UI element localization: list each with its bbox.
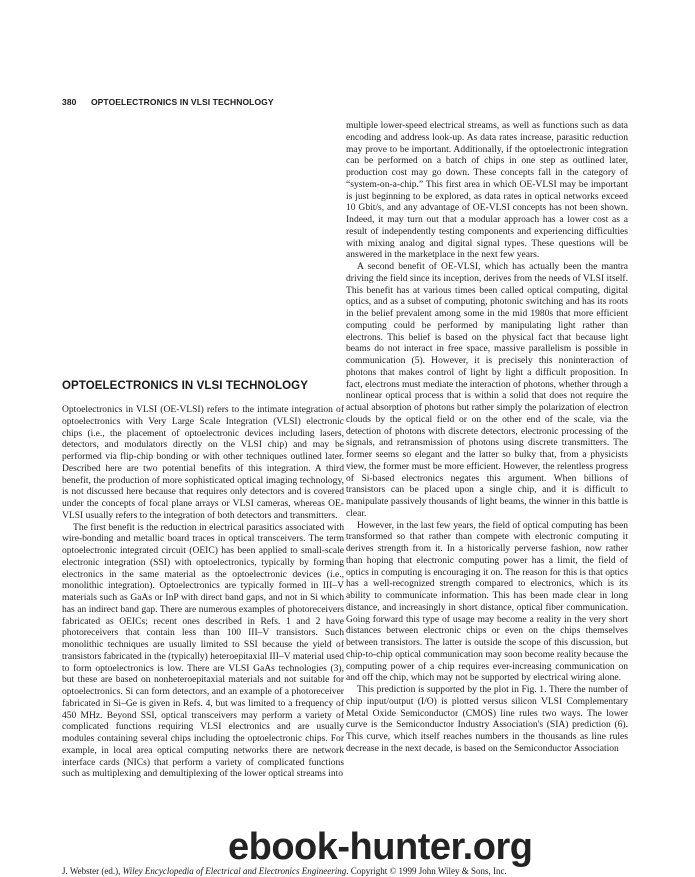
paragraph: However, in the last few years, the field of optical computing has been transformed so that rather than compete with electronic computing it derives strength from it. In a historically perverse fashion, now rather than hoping that electronic computing power has a limit, the field of optics in computing is encouraging it on. The reason for this is that optics has a well-recognized strength compared to electronics, which is its ability to communicate information. This has been made clear in long distance, and increasingly in short distance, optical fiber communication. Going forward this type of usage may become a reality in the very short distances between electronic chips or even on the chips themselves between transistors. The latter is outside the scope of this discussion, but chip-to-chip optical communication may soon become reality because the computing power of a chip requires ever-increasing communication on and off the chip, which may not be supported by electrical wiring alone. — [346, 519, 628, 684]
paragraph: A second benefit of OE-VLSI, which has actually been the mantra driving the field since its inception, derives from the needs of VLSI itself. This benefit has at various times been called optical computing, digital optics, and as a subset of computing, photonic switching and has its roots in the belief prevalent among some in the mid 1980s that more efficient computing could be performed by manipulating light rather than electrons. This belief is based on the physical fact that because light beams do not interact in free space, massive parallelism is possible in communication (5). However, it is precisely this noninteraction of photons that makes control of light by light a difficult proposition. In fact, electrons must mediate the interaction of photons, whether through a nonlinear optical process that is within a solid that does not require the actual absorption of photons but rather simply the polarization of electron clouds by the optical field or on the other end of the scale, via the detection of photons with discrete detectors, electronic processing of the signals, and retransmission of photons using discrete transmitters. The former seems so elegant and the latter so bulky that, from a physicists view, the former must be more efficient. However, the relentless progress of Si-based electronics negates this argument. When billions of transistors can be placed upon a single chip, and it is difficult to manipulate passively thousands of light beams, the winner in this battle is clear. — [346, 261, 628, 519]
left-column — [62, 404, 344, 780]
footer-prefix: J. Webster (ed.), — [62, 866, 123, 876]
page-number: 380 — [62, 97, 77, 107]
paragraph: The first benefit is the reduction in electrical parasitics associated with wire-bonding and metallic board traces in optical transceivers. The term optoelectronic integrated circuit (OEIC) has been applied to small-scale electronic integration (SSI) with optoelectronics, typically by forming electronics in the same material as the optoelectronic devices (i.e., monolithic integration). Optoelectronics are typically formed in III–V materials such as GaAs or InP with direct band gaps, and not in Si which has an indirect band gap. There are numerous examples of photoreceivers fabricated as OEICs; recent ones described in Refs. 1 and 2 have photoreceivers that contain less than 100 III–V transistors. Such monolithic techniques are usually limited to SSI because the yield of transistors fabricated in the (typically) heteroepitaxial III–V material used to form optoelectronics is low. There are VLSI GaAs technologies (3), but these are based on nonheteroepitaxial materials and not suitable for optoelectronics. Si can form detectors, and an example of a photoreceiver fabricated in Si–Ge is given in Refs. 4, but was limited to a frequency of 450 MHz. Beyond SSI, optical transceivers may perform a variety of complicated functions requiring VLSI electronics and are usually modules containing several chips including the optoelectronic chips. For example, in local area optical computing networks there are network interface cards (NICs) that perform a variety of complicated functions such as multiplexing and demultiplexing of the lower optical streams into — [62, 521, 344, 780]
watermark: ebook-hunter.org — [228, 826, 533, 868]
footer-book-title: Wiley Encyclopedia of Electrical and Electronics Engineering — [122, 866, 347, 876]
paragraph: This prediction is supported by the plot in Fig. 1. There the number of chip input/output (I/O) is plotted versus silicon VLSI Complementary Metal Oxide Semiconductor (CMOS) line rules two ways. The lower curve is the Semiconductor Industry Association's (SIA) prediction (6). This curve, which itself reaches numbers in the thousands as line rules decrease in the next decade, is based on the Semiconductor Association — [346, 684, 628, 754]
paragraph: multiple lower-speed electrical streams, as well as functions such as data encoding and address look-up. As data rates increase, parasitic reduction may prove to be important. Additionally, if the optoelectronic integration can be performed on a batch of chips in one step as outlined later, production cost may go down. These concepts fall in the category of “system-on-a-chip.” This first area in which OE-VLSI may be important is just beginning to be explored, as data rates in optical networks exceed 10 Gbit/s, and any advantage of OE-VLSI concepts has not been shown. Indeed, it may turn out that a modular approach has a lower cost as a result of independently testing components and experiencing difficulties with mixing analog and digital signal types. These questions will be answered in the marketplace in the next few years. — [346, 120, 628, 261]
running-title: OPTOELECTRONICS IN VLSI TECHNOLOGY — [90, 97, 274, 107]
right-column — [346, 120, 628, 755]
footer-suffix: . Copyright © 1999 John Wiley & Sons, Inc. — [346, 866, 507, 876]
article-title: OPTOELECTRONICS IN VLSI TECHNOLOGY — [62, 380, 308, 392]
paragraph: Optoelectronics in VLSI (OE-VLSI) refers to the intimate integration of optoelectronics with Very Large Scale Integration (VLSI) electronic chips (i.e., the placement of optoelectronic devices including lasers, detectors, and modulators directly on the VLSI chip) and may be performed via flip-chip bonding or with other techniques outlined later. Described here are two potential benefits of this integration. A third benefit, the production of more sophisticated optical imaging technology, is not discussed here because that requires only detectors and is covered under the concepts of focal plane arrays or VLSI cameras, whereas OE-VLSI usually refers to the integration of both detectors and transmitters. — [62, 404, 344, 521]
running-head — [62, 97, 274, 107]
